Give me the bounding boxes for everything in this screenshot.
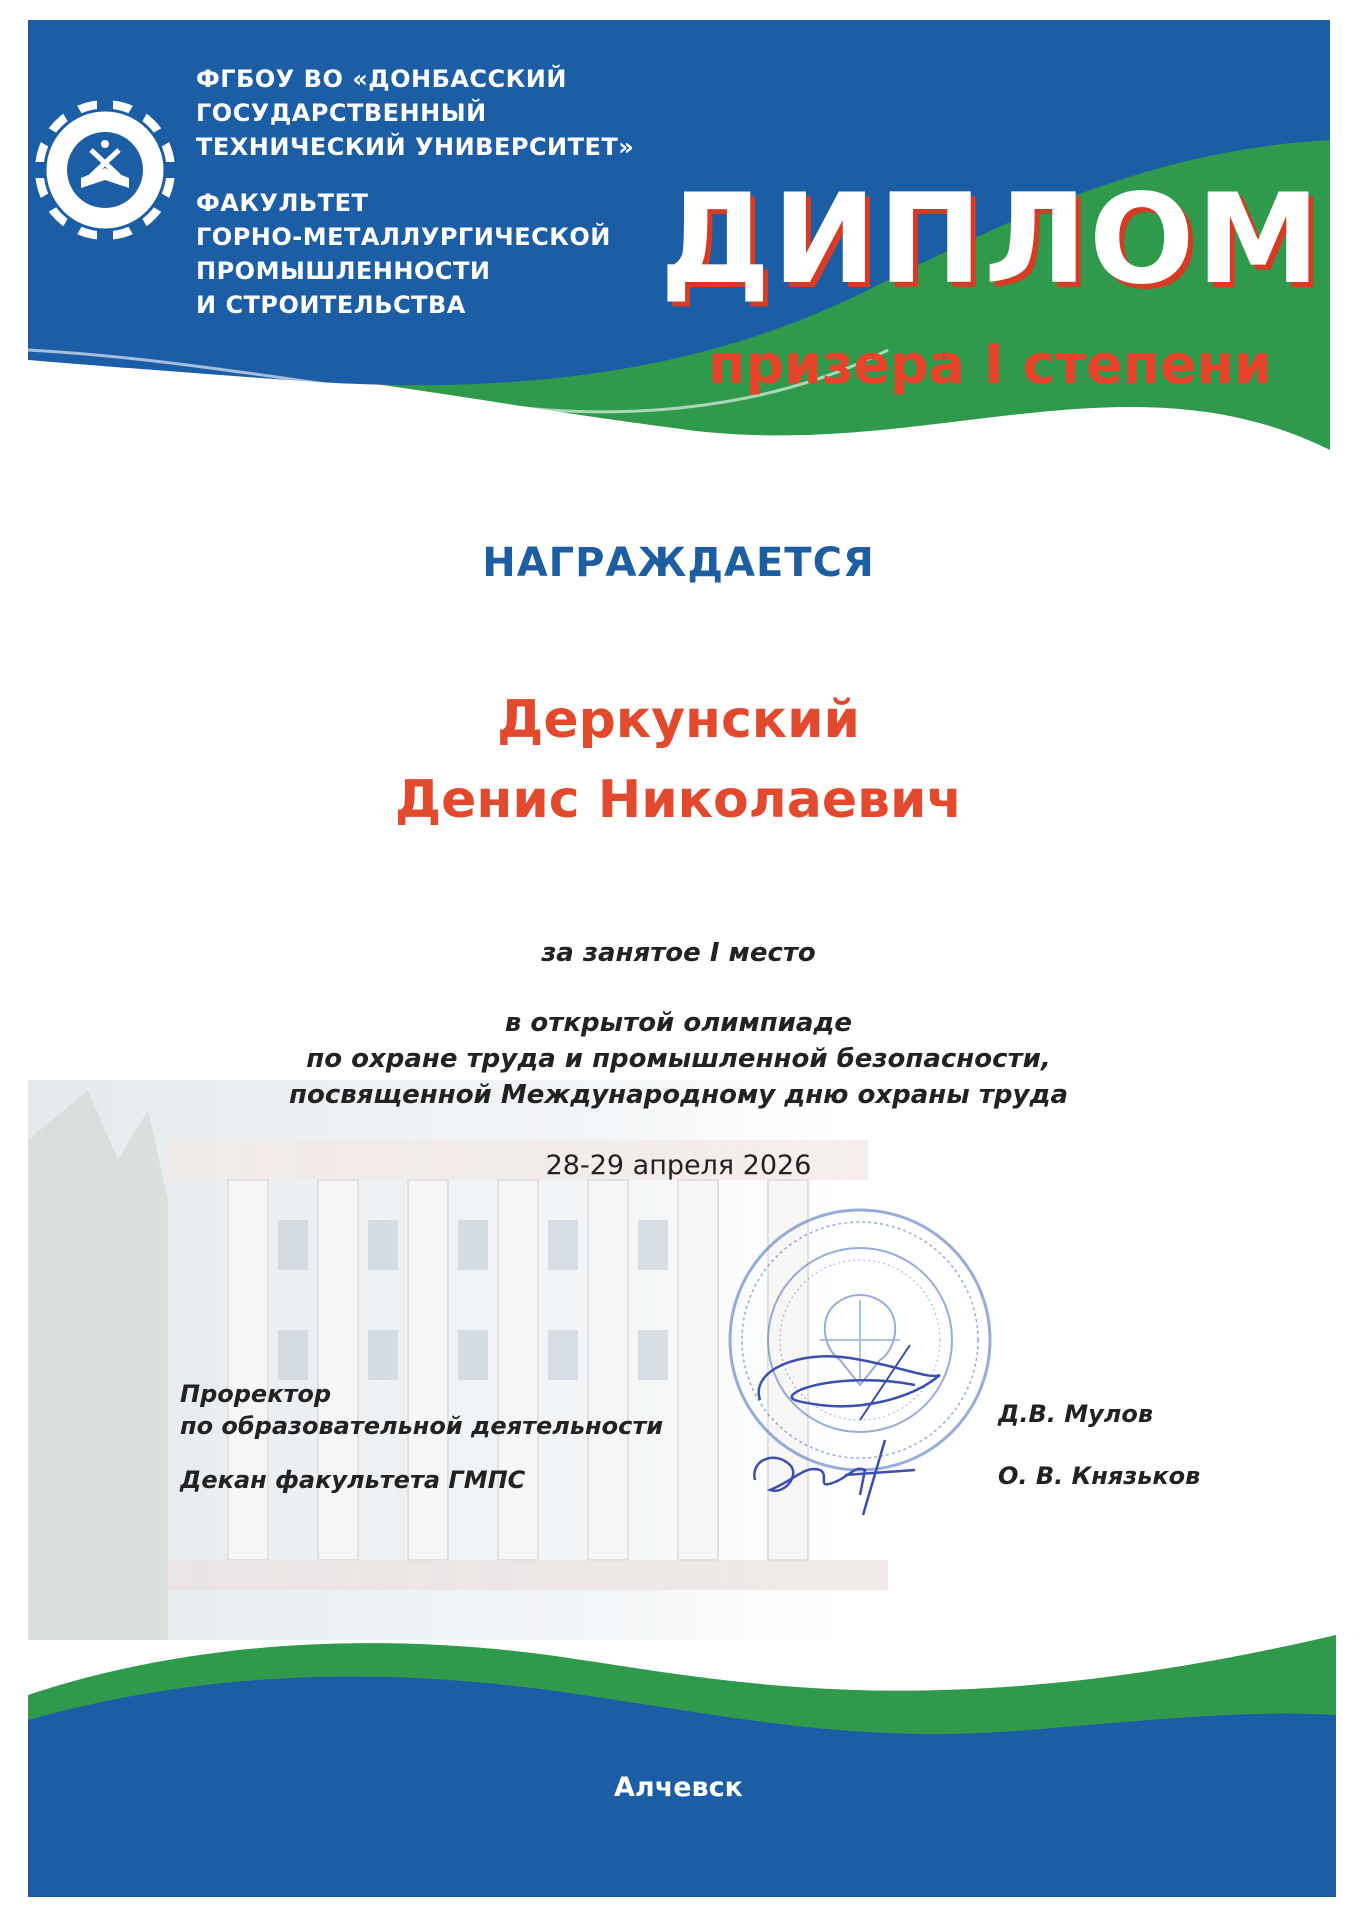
event-line: в открытой олимпиаде xyxy=(504,1008,853,1038)
event-description xyxy=(0,1005,1357,1113)
org-name-line: ГОСУДАРСТВЕННЫЙ xyxy=(196,99,487,127)
event-date: 28-29 апреля 2026 xyxy=(545,1150,812,1181)
org-name-line: ФГБОУ ВО «ДОНБАССКИЙ xyxy=(196,65,567,93)
signature-2-icon xyxy=(745,1420,945,1520)
event-line: посвященной Международному дню охраны труда xyxy=(289,1080,1068,1110)
city-name: Алчевск xyxy=(614,1772,743,1803)
awarded-heading: НАГРАЖДАЕТСЯ xyxy=(482,540,875,586)
faculty-name-line: ФАКУЛЬТЕТ xyxy=(196,189,369,217)
faculty-name-line: ПРОМЫШЛЕННОСТИ xyxy=(196,257,491,285)
signatory-1-name: Д.В. Мулов xyxy=(998,1400,1154,1428)
diploma-subtitle: призера I степени xyxy=(708,333,1272,396)
signatory-2-name: О. В. Князьков xyxy=(998,1462,1201,1490)
footer-band xyxy=(28,1635,1336,1897)
signatory-2-position: Декан факультета ГМПС xyxy=(180,1466,526,1494)
faculty-name-line: И СТРОИТЕЛЬСТВА xyxy=(196,291,466,319)
place-text: за занятое I место xyxy=(541,938,816,968)
recipient-surname: Деркунский xyxy=(497,690,860,750)
org-name-line: ТЕХНИЧЕСКИЙ УНИВЕРСИТЕТ» xyxy=(196,133,635,161)
event-line: по охране труда и промышленной безопасности, xyxy=(306,1044,1051,1074)
signatory-1-position xyxy=(180,1378,663,1442)
recipient-given-names: Денис Николаевич xyxy=(394,770,963,830)
faculty-name-line: ГОРНО-МЕТАЛЛУРГИЧЕСКОЙ xyxy=(196,223,611,251)
position-line: Проректор xyxy=(180,1380,332,1408)
diploma-title: ДИПЛОМ xyxy=(660,168,1322,312)
position-line: по образовательной деятельности xyxy=(180,1412,664,1440)
organization-block xyxy=(196,62,634,322)
university-logo-icon xyxy=(30,95,180,245)
